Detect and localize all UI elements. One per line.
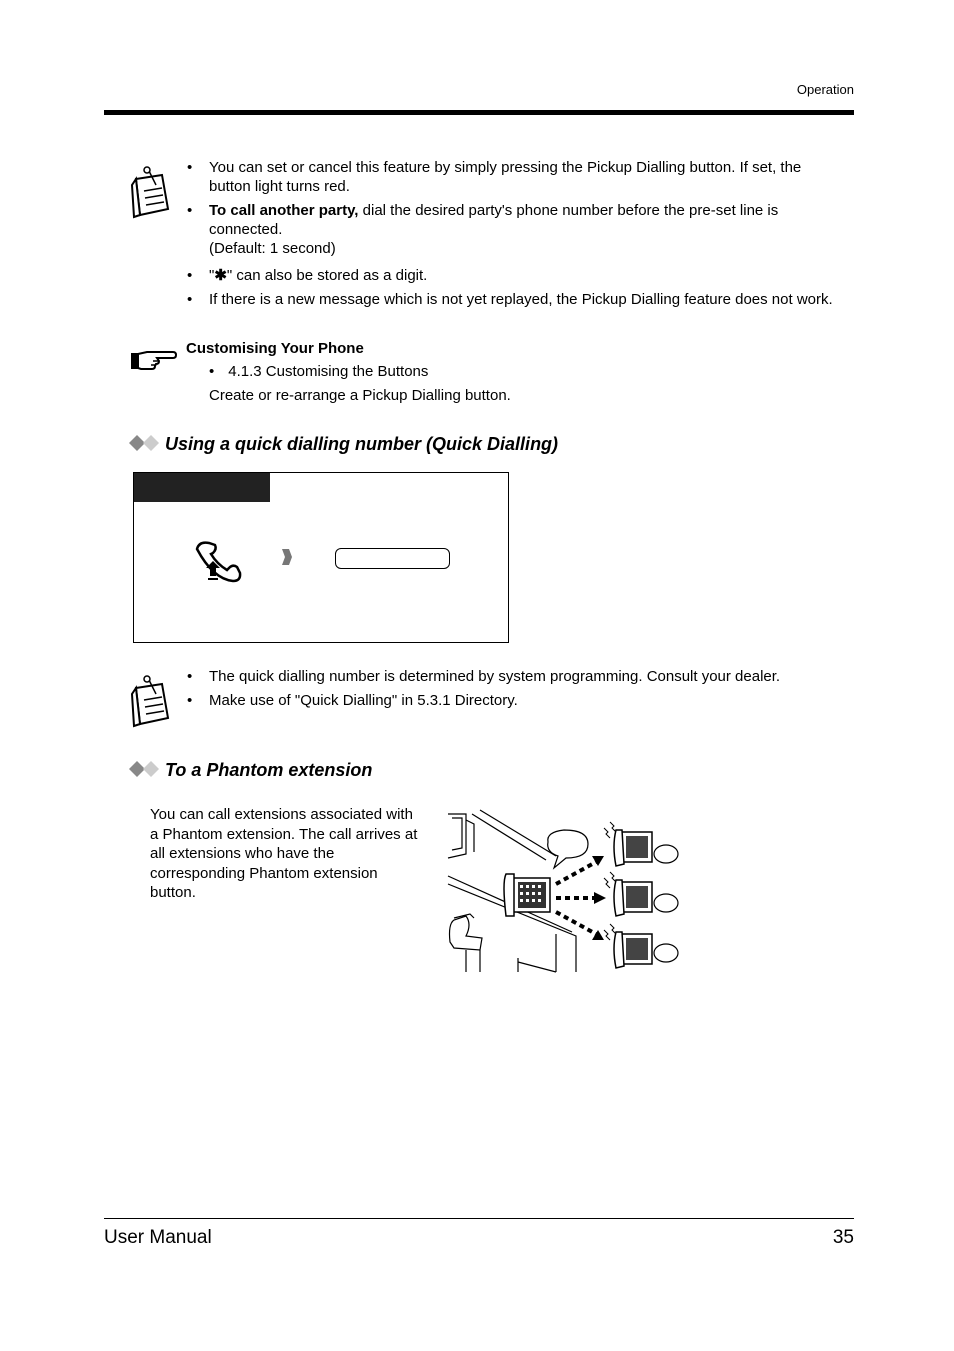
section-diamond-icon — [129, 760, 161, 778]
footer-rule — [104, 1218, 854, 1219]
list-item: • If there is a new message which is not yet replayed, the Pickup Dialling feature does not work. — [186, 290, 846, 309]
note-icon — [128, 674, 176, 730]
star-symbol: ✱ — [214, 267, 227, 284]
extension-phone-icon — [614, 880, 652, 916]
list-item: • You can set or cancel this feature by simply pressing the Pickup Dialling button. If set, the button light turns red. — [186, 158, 846, 196]
section-title-phantom-extension: To a Phantom extension — [165, 760, 373, 780]
list-item: • "✱" can also be stored as a digit. — [186, 266, 846, 285]
note-icon — [128, 165, 176, 221]
list-item: • Make use of "Quick Dialling" in 5.3.1 Directory. — [186, 691, 846, 710]
off-hook-handset-icon — [189, 537, 249, 585]
phantom-extension-illustration — [446, 806, 684, 974]
reference-title: Customising Your Phone — [186, 340, 364, 357]
reference-description: Create or re-arrange a Pickup Dialling button. — [209, 387, 511, 404]
extension-phone-icon — [614, 932, 652, 968]
list-item: • The quick dialling number is determined by system programming. Consult your dealer. — [186, 667, 846, 686]
section-title-quick-dialling: Using a quick dialling number (Quick Dialling) — [165, 434, 559, 454]
central-phone-icon — [504, 874, 550, 916]
reference-item[interactable]: • 4.1.3 Customising the Buttons — [209, 363, 429, 380]
notes-list-1 — [186, 158, 846, 314]
extension-phone-icon — [614, 830, 652, 866]
notes-list-2 — [186, 667, 846, 715]
page-number: 35 — [832, 1227, 854, 1248]
phantom-description: You can call extensions associated with a Phantom extension. The call arrives at all extensions who have the corresponding Phantom extension button. — [150, 806, 418, 901]
footer-document-title: User Manual — [104, 1227, 212, 1248]
header-section-label: Operation — [796, 82, 854, 97]
pointing-hand-icon — [129, 344, 177, 374]
operation-box-tab — [134, 473, 270, 502]
section-diamond-icon — [129, 434, 161, 452]
list-item: • To call another party, dial the desired party's phone number before the pre-set line is connected. (Default: 1 second) — [186, 201, 846, 258]
next-step-arrow-icon — [281, 547, 293, 567]
header-rule — [104, 110, 854, 115]
operation-box — [133, 472, 509, 643]
reference-link[interactable]: 4.1.3 Customising the Buttons — [228, 363, 429, 380]
quick-dialling-number-field — [335, 548, 450, 569]
